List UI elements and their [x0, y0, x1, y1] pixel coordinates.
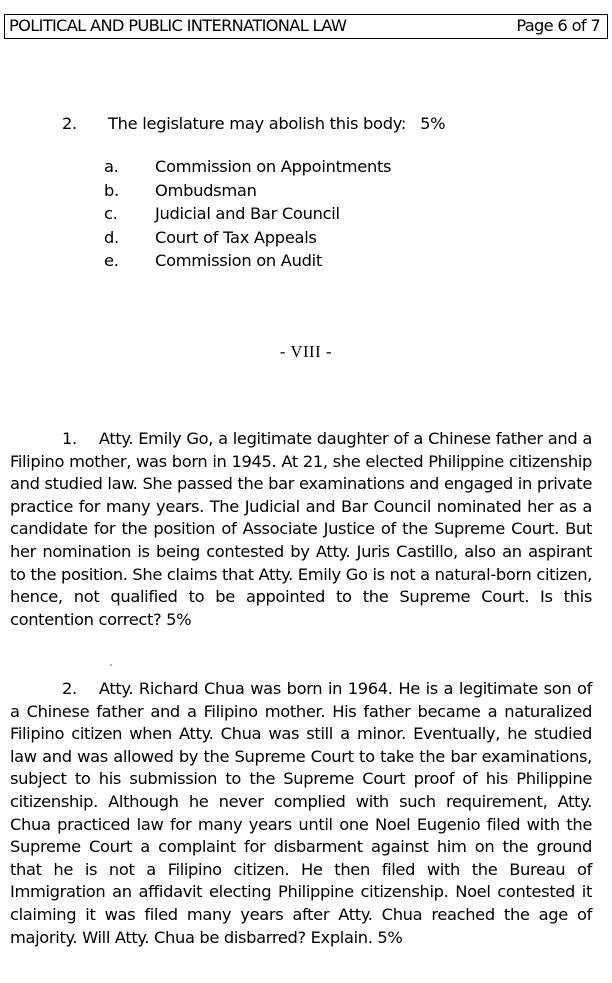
- question-text-wrapper: [108, 113, 445, 136]
- item-text: Atty. Emily Go, a legitimate daughter of a Chinese father and a Filipino mother, was born in 1945. At 21, she elected Philippine citizenship and studied law. She passed the bar examinations and engaged in private practice for many years. The Judicial and Bar Council nominated her as a candidate for the position of Associate Justice of the Supreme Court. But her nomination is being contested by Atty. Juris Castillo, also an aspirant to the position. She claims that Atty. Emily Go is not a natural-born citizen, hence, not qualified to be appointed to the Supreme Court. Is this contention correct? 5%: [10, 429, 592, 629]
- item-number: 2.: [62, 679, 77, 698]
- item-number: 1.: [62, 429, 77, 448]
- page-number: Page 6 of 7: [516, 16, 600, 35]
- item-paragraph: [10, 428, 592, 631]
- header-title: POLITICAL AND PUBLIC INTERNATIONAL LAW: [9, 16, 347, 35]
- question-text: The legislature may abolish this body:: [108, 114, 407, 133]
- question-points: 5%: [420, 114, 446, 133]
- choice-text: Judicial and Bar Council: [155, 204, 340, 224]
- page-header: [4, 14, 608, 39]
- choice-text: Commission on Appointments: [155, 157, 392, 176]
- choice-letter: d.: [104, 227, 119, 247]
- choice-text: Commission on Audit: [155, 251, 322, 271]
- item-paragraph: [10, 678, 592, 949]
- section-title: - VIII -: [279, 342, 333, 361]
- choice-letter: e.: [104, 251, 119, 271]
- choice-letter: b.: [104, 180, 119, 200]
- choice-letter: c.: [104, 204, 118, 224]
- item-text: Atty. Richard Chua was born in 1964. He is a legitimate son of a Chinese father and a Filipino mother. His father became a naturalized Filipino citizen when Atty. Chua was still a minor. Eventually, he studied law and was allowed by the Supreme Court to take the bar examinations, subject to his submission to the Supreme Court proof of his Philippine citizenship. Although he never complied with such requirement, Atty. Chua practiced law for many years until one Noel Eugenio filed with the Supreme Court a complaint for disbarment against him on the ground that he is not a Filipino citizen. He then filed with the Bureau of Immigration an affidavit electing Philippine citizenship. Noel contested it claiming it was filed many years after Atty. Chua reached the age of majority. Will Atty. Chua be disbarred? Explain. 5%: [10, 679, 592, 947]
- scan-speck: [110, 664, 112, 666]
- choice-text: Court of Tax Appeals: [155, 227, 317, 247]
- choice-letter: a.: [104, 157, 119, 176]
- choice-text: Ombudsman: [155, 180, 257, 200]
- item-1: [10, 428, 592, 631]
- question-number: 2.: [62, 114, 77, 133]
- item-2: [10, 678, 592, 949]
